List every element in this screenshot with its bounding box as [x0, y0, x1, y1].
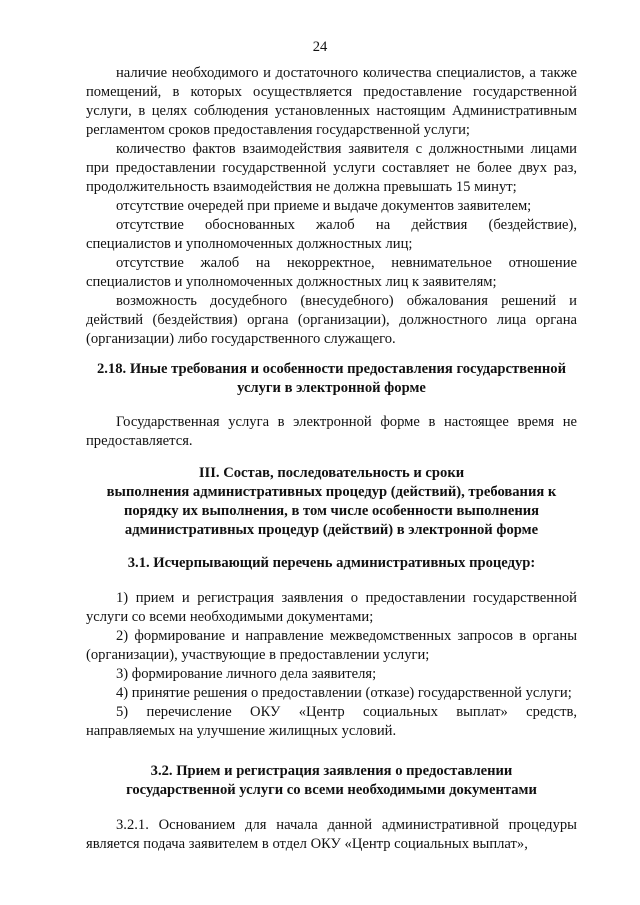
- paragraph: наличие необходимого и достаточного количества специалистов, а также помещений, в которых осуществляется предоставление государственной услуги, в целях соблюдения установленных настоящим Административным регламентом сроков предоставления государственной услуги;: [86, 65, 577, 138]
- section-3-2-title: [86, 762, 577, 800]
- heading-line: 3.1. Исчерпывающий перечень административных процедур:: [127, 555, 536, 571]
- list-item: 4) принятие решения о предоставлении (отказе) государственной услуги;: [116, 685, 572, 701]
- list-item: 3) формирование личного дела заявителя;: [116, 666, 377, 682]
- paragraph: количество фактов взаимодействия заявителя с должностными лицами при предоставлении государственной услуги составляет не более двух раз, продолжительность взаимодействия не должна превышать 15 минут;: [86, 141, 577, 195]
- heading-line: 3.2. Прием и регистрация заявления о предоставлении: [150, 763, 513, 779]
- list-item: 1) прием и регистрация заявления о предоставлении государственной услуги со всеми необходимыми документами;: [86, 590, 577, 625]
- list-item: 2) формирование и направление межведомственных запросов в органы (организации), участвующие в предоставлении услуги;: [86, 628, 577, 663]
- heading-line: 2.18. Иные требования и особенности предоставления государственной: [96, 361, 567, 377]
- section-3-2-text: [86, 816, 577, 854]
- section-2-18-text: [86, 413, 577, 451]
- heading-line: административных процедур (действий) в электронной форме: [124, 522, 539, 538]
- paragraph: отсутствие очередей при приеме и выдаче документов заявителем;: [116, 198, 532, 214]
- paragraph: отсутствие обоснованных жалоб на действия (бездействие), специалистов и уполномоченных должностных лиц;: [86, 217, 577, 252]
- page-number: 24: [312, 39, 328, 55]
- procedures-list: [86, 589, 577, 741]
- heading-line: выполнения административных процедур (действий), требования к: [106, 484, 557, 500]
- heading-line: порядку их выполнения, в том числе особенности выполнения: [123, 503, 540, 519]
- paragraph: возможность досудебного (внесудебного) обжалования решений и действий (бездействия) органа (организации), должностного лица органа (организации) либо государственного служащего.: [86, 293, 577, 347]
- heading-line: III. Состав, последовательность и сроки: [198, 465, 465, 481]
- section-3-title: [86, 464, 577, 540]
- paragraph: 3.2.1. Основанием для начала данной административной процедуры является подача заявителем в отдел ОКУ «Центр социальных выплат»,: [86, 817, 577, 852]
- heading-line: государственной услуги со всеми необходимыми документами: [126, 782, 537, 798]
- quality-indicators-list: [86, 64, 577, 349]
- section-3-1-title: [86, 554, 577, 573]
- section-2-18-title: [86, 360, 577, 398]
- paragraph: Государственная услуга в электронной форме в настоящее время не предоставляется.: [86, 414, 577, 449]
- paragraph: отсутствие жалоб на некорректное, невнимательное отношение специалистов и уполномоченных должностных лиц к заявителям;: [86, 255, 577, 290]
- list-item: 5) перечисление ОКУ «Центр социальных выплат» средств, направляемых на улучшение жилищных условий.: [86, 704, 577, 739]
- heading-line: услуги в электронной форме: [237, 380, 426, 396]
